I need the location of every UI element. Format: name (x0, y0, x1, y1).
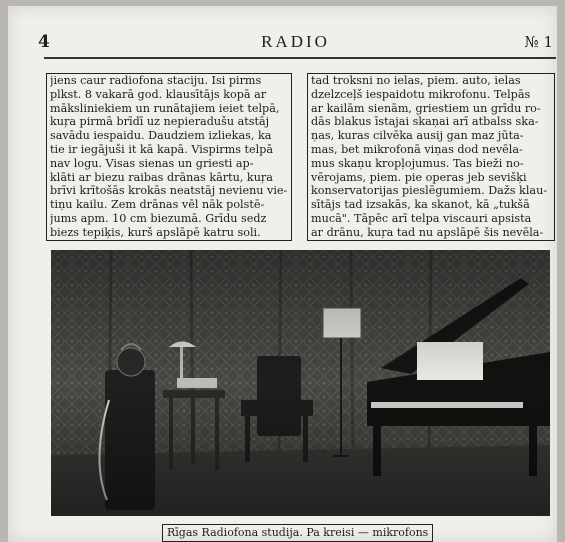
page-header (38, 30, 553, 54)
left-text-column (46, 73, 292, 241)
text-line: māksliniekiem un runātajiem ieiet telpā, (50, 101, 280, 115)
page-number: 4 (38, 32, 50, 52)
text-line: tad troksni no ielas, piem. auto, ielas (311, 74, 521, 87)
running-title: RADIO (261, 32, 330, 51)
right-text-column (307, 73, 555, 241)
text-line: plkst. 8 vakarā god. klausītājs kopā ar (50, 87, 267, 101)
text-line: tie ir iegājuši it kā kapā. Vispirms telpā (50, 142, 274, 156)
text-line: mus skaņu kropļojumus. Tas bieži no- (311, 156, 524, 170)
text-line: savādu iespaidu. Daudziem izliekas, ka (50, 129, 272, 143)
studio-photo-illustration (51, 250, 550, 516)
text-line: mucā". Tāpēc arī telpa viscauri apsista (311, 211, 532, 225)
text-line: sītājs tad izsakās, ka skanot, kā „tukšā (311, 198, 530, 212)
text-line: vērojams, piem. pie operas jeb sevišķi (311, 170, 527, 184)
text-line: klāti ar biezu raibas drānas kārtu, kuŗa (50, 170, 273, 184)
text-line: ar kailām sienām, griestiem un grīdu ro- (311, 101, 541, 115)
text-line: ņas, kuras cilvēka ausij gan maz jūta- (311, 129, 524, 143)
text-line: jums apm. 10 cm biezumā. Grīdu sedz (50, 211, 267, 225)
text-line: ar drānu, kuŗa tad nu apslāpē šis nevēla- (311, 225, 544, 239)
issue-number: № 1 (524, 33, 553, 51)
text-line: konservatorijas pieslēgumiem. Dažs klau- (311, 184, 548, 198)
header-rule (44, 57, 556, 59)
text-line: dās blakus īstajai skaņai arī atbalss ska- (311, 115, 539, 129)
text-line: dzelzceļš iespaidotu mikrofonu. Telpās (311, 87, 531, 101)
text-line: mas, bet mikrofonā viņas dod nevēla- (311, 142, 523, 156)
text-line: tiņu kailu. Zem drānas vēl nāk polstē- (50, 198, 265, 212)
text-line: nav logu. Visas sienas un griesti ap- (50, 156, 254, 170)
studio-photograph (51, 250, 550, 516)
text-line: brīvi krītošās krokās neatstāj nevienu vie- (50, 184, 288, 198)
text-line: jiens caur radiofona staciju. Isi pirms (50, 74, 262, 87)
text-line: kuŗa pirmā brīdī uz nepieradušu atstāj (50, 115, 270, 129)
photo-caption: Rīgas Radiofona studija. Pa kreisi — mikrofons (162, 524, 433, 542)
text-line: biezs tepiķis, kurš apslāpē katru soli. (50, 225, 261, 239)
